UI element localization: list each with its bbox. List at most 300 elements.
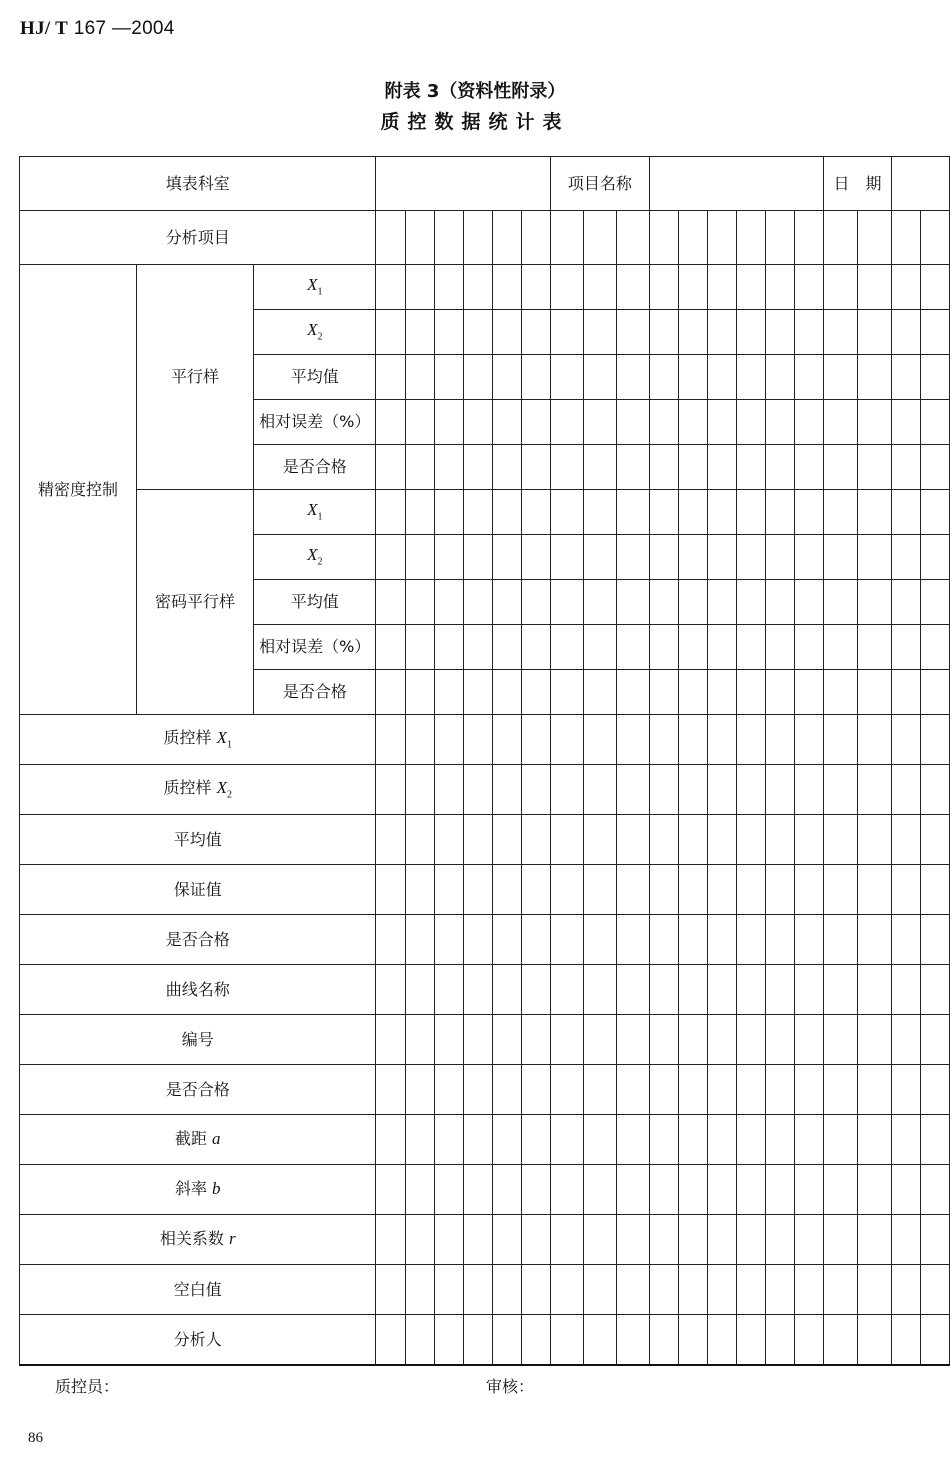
data-cell[interactable]: [463, 965, 492, 1015]
data-cell[interactable]: [708, 965, 737, 1015]
data-cell[interactable]: [492, 915, 521, 965]
date-value[interactable]: [891, 157, 949, 211]
data-cell[interactable]: [824, 265, 858, 310]
data-cell[interactable]: [376, 211, 405, 265]
data-cell[interactable]: [795, 535, 824, 580]
data-cell[interactable]: [824, 1315, 858, 1365]
data-cell[interactable]: [521, 715, 550, 765]
data-cell[interactable]: [679, 1065, 708, 1115]
data-cell[interactable]: [583, 355, 616, 400]
data-cell[interactable]: [891, 715, 920, 765]
data-cell[interactable]: [857, 815, 891, 865]
data-cell[interactable]: [583, 715, 616, 765]
project-name-value[interactable]: [650, 157, 824, 211]
data-cell[interactable]: [920, 815, 949, 865]
data-cell[interactable]: [891, 1215, 920, 1265]
data-cell[interactable]: [434, 310, 463, 355]
data-cell[interactable]: [550, 580, 583, 625]
data-cell[interactable]: [795, 1315, 824, 1365]
data-cell[interactable]: [857, 535, 891, 580]
data-cell[interactable]: [616, 1165, 649, 1215]
data-cell[interactable]: [463, 865, 492, 915]
data-cell[interactable]: [679, 670, 708, 715]
data-cell[interactable]: [434, 715, 463, 765]
data-cell[interactable]: [492, 265, 521, 310]
data-cell[interactable]: [857, 1015, 891, 1065]
data-cell[interactable]: [891, 625, 920, 670]
data-cell[interactable]: [795, 1015, 824, 1065]
data-cell[interactable]: [550, 815, 583, 865]
data-cell[interactable]: [920, 355, 949, 400]
data-cell[interactable]: [708, 715, 737, 765]
data-cell[interactable]: [795, 865, 824, 915]
data-cell[interactable]: [463, 1165, 492, 1215]
data-cell[interactable]: [766, 1165, 795, 1215]
data-cell[interactable]: [857, 1115, 891, 1165]
data-cell[interactable]: [650, 211, 679, 265]
data-cell[interactable]: [492, 965, 521, 1015]
data-cell[interactable]: [434, 670, 463, 715]
data-cell[interactable]: [583, 1015, 616, 1065]
data-cell[interactable]: [550, 490, 583, 535]
data-cell[interactable]: [766, 310, 795, 355]
data-cell[interactable]: [521, 310, 550, 355]
data-cell[interactable]: [550, 1115, 583, 1165]
data-cell[interactable]: [679, 1015, 708, 1065]
data-cell[interactable]: [824, 535, 858, 580]
data-cell[interactable]: [708, 445, 737, 490]
data-cell[interactable]: [920, 490, 949, 535]
data-cell[interactable]: [891, 1115, 920, 1165]
data-cell[interactable]: [891, 815, 920, 865]
data-cell[interactable]: [492, 445, 521, 490]
data-cell[interactable]: [434, 1065, 463, 1115]
data-cell[interactable]: [737, 1215, 766, 1265]
data-cell[interactable]: [766, 580, 795, 625]
data-cell[interactable]: [650, 265, 679, 310]
data-cell[interactable]: [857, 211, 891, 265]
data-cell[interactable]: [737, 965, 766, 1015]
data-cell[interactable]: [737, 1315, 766, 1365]
data-cell[interactable]: [708, 670, 737, 715]
data-cell[interactable]: [857, 965, 891, 1015]
data-cell[interactable]: [492, 211, 521, 265]
data-cell[interactable]: [583, 400, 616, 445]
data-cell[interactable]: [463, 445, 492, 490]
data-cell[interactable]: [521, 1215, 550, 1265]
data-cell[interactable]: [920, 1265, 949, 1315]
data-cell[interactable]: [405, 765, 434, 815]
data-cell[interactable]: [920, 1215, 949, 1265]
data-cell[interactable]: [679, 715, 708, 765]
data-cell[interactable]: [737, 865, 766, 915]
data-cell[interactable]: [616, 355, 649, 400]
data-cell[interactable]: [857, 445, 891, 490]
data-cell[interactable]: [616, 211, 649, 265]
data-cell[interactable]: [891, 355, 920, 400]
data-cell[interactable]: [891, 1065, 920, 1115]
data-cell[interactable]: [824, 1015, 858, 1065]
data-cell[interactable]: [376, 670, 405, 715]
data-cell[interactable]: [708, 1315, 737, 1365]
data-cell[interactable]: [616, 580, 649, 625]
data-cell[interactable]: [650, 965, 679, 1015]
data-cell[interactable]: [824, 1065, 858, 1115]
data-cell[interactable]: [891, 535, 920, 580]
data-cell[interactable]: [766, 355, 795, 400]
data-cell[interactable]: [463, 1115, 492, 1165]
data-cell[interactable]: [679, 310, 708, 355]
data-cell[interactable]: [824, 625, 858, 670]
data-cell[interactable]: [708, 915, 737, 965]
data-cell[interactable]: [920, 915, 949, 965]
data-cell[interactable]: [857, 865, 891, 915]
data-cell[interactable]: [521, 625, 550, 670]
data-cell[interactable]: [583, 211, 616, 265]
data-cell[interactable]: [616, 265, 649, 310]
data-cell[interactable]: [737, 490, 766, 535]
data-cell[interactable]: [891, 1315, 920, 1365]
data-cell[interactable]: [679, 625, 708, 670]
data-cell[interactable]: [521, 355, 550, 400]
data-cell[interactable]: [463, 915, 492, 965]
data-cell[interactable]: [376, 535, 405, 580]
data-cell[interactable]: [550, 1065, 583, 1115]
data-cell[interactable]: [708, 265, 737, 310]
data-cell[interactable]: [492, 815, 521, 865]
data-cell[interactable]: [376, 1065, 405, 1115]
fill-dept-value[interactable]: [376, 157, 550, 211]
data-cell[interactable]: [857, 265, 891, 310]
data-cell[interactable]: [679, 1215, 708, 1265]
data-cell[interactable]: [891, 965, 920, 1015]
data-cell[interactable]: [766, 715, 795, 765]
data-cell[interactable]: [521, 211, 550, 265]
data-cell[interactable]: [405, 1165, 434, 1215]
data-cell[interactable]: [824, 865, 858, 915]
data-cell[interactable]: [766, 1065, 795, 1115]
data-cell[interactable]: [857, 310, 891, 355]
data-cell[interactable]: [521, 815, 550, 865]
data-cell[interactable]: [463, 535, 492, 580]
data-cell[interactable]: [824, 310, 858, 355]
data-cell[interactable]: [650, 355, 679, 400]
data-cell[interactable]: [650, 670, 679, 715]
data-cell[interactable]: [463, 211, 492, 265]
data-cell[interactable]: [492, 625, 521, 670]
data-cell[interactable]: [795, 1215, 824, 1265]
data-cell[interactable]: [737, 211, 766, 265]
data-cell[interactable]: [708, 865, 737, 915]
data-cell[interactable]: [434, 765, 463, 815]
data-cell[interactable]: [550, 1315, 583, 1365]
data-cell[interactable]: [766, 865, 795, 915]
data-cell[interactable]: [583, 865, 616, 915]
data-cell[interactable]: [766, 965, 795, 1015]
data-cell[interactable]: [857, 1265, 891, 1315]
data-cell[interactable]: [616, 1215, 649, 1265]
data-cell[interactable]: [405, 865, 434, 915]
data-cell[interactable]: [857, 490, 891, 535]
data-cell[interactable]: [463, 1015, 492, 1065]
data-cell[interactable]: [891, 670, 920, 715]
data-cell[interactable]: [679, 445, 708, 490]
data-cell[interactable]: [492, 1265, 521, 1315]
data-cell[interactable]: [583, 670, 616, 715]
data-cell[interactable]: [492, 490, 521, 535]
data-cell[interactable]: [679, 211, 708, 265]
data-cell[interactable]: [737, 1165, 766, 1215]
data-cell[interactable]: [616, 1115, 649, 1165]
data-cell[interactable]: [463, 1265, 492, 1315]
data-cell[interactable]: [857, 580, 891, 625]
data-cell[interactable]: [795, 765, 824, 815]
data-cell[interactable]: [434, 211, 463, 265]
data-cell[interactable]: [891, 490, 920, 535]
data-cell[interactable]: [824, 1215, 858, 1265]
data-cell[interactable]: [405, 915, 434, 965]
data-cell[interactable]: [521, 1065, 550, 1115]
data-cell[interactable]: [405, 715, 434, 765]
data-cell[interactable]: [492, 535, 521, 580]
data-cell[interactable]: [795, 815, 824, 865]
data-cell[interactable]: [583, 445, 616, 490]
data-cell[interactable]: [434, 915, 463, 965]
data-cell[interactable]: [708, 815, 737, 865]
data-cell[interactable]: [405, 965, 434, 1015]
data-cell[interactable]: [650, 1315, 679, 1365]
data-cell[interactable]: [824, 1265, 858, 1315]
data-cell[interactable]: [492, 580, 521, 625]
data-cell[interactable]: [376, 1115, 405, 1165]
data-cell[interactable]: [550, 310, 583, 355]
data-cell[interactable]: [824, 815, 858, 865]
data-cell[interactable]: [737, 355, 766, 400]
data-cell[interactable]: [550, 625, 583, 670]
data-cell[interactable]: [857, 765, 891, 815]
data-cell[interactable]: [583, 765, 616, 815]
data-cell[interactable]: [679, 490, 708, 535]
data-cell[interactable]: [550, 535, 583, 580]
data-cell[interactable]: [616, 815, 649, 865]
data-cell[interactable]: [434, 1115, 463, 1165]
data-cell[interactable]: [857, 1215, 891, 1265]
data-cell[interactable]: [857, 915, 891, 965]
data-cell[interactable]: [679, 965, 708, 1015]
data-cell[interactable]: [376, 965, 405, 1015]
data-cell[interactable]: [737, 310, 766, 355]
data-cell[interactable]: [550, 211, 583, 265]
data-cell[interactable]: [650, 1165, 679, 1215]
data-cell[interactable]: [708, 1215, 737, 1265]
data-cell[interactable]: [679, 1165, 708, 1215]
data-cell[interactable]: [463, 815, 492, 865]
data-cell[interactable]: [521, 1115, 550, 1165]
data-cell[interactable]: [616, 625, 649, 670]
data-cell[interactable]: [824, 1165, 858, 1215]
data-cell[interactable]: [708, 1265, 737, 1315]
data-cell[interactable]: [737, 1265, 766, 1315]
data-cell[interactable]: [376, 1265, 405, 1315]
data-cell[interactable]: [376, 715, 405, 765]
data-cell[interactable]: [766, 625, 795, 670]
data-cell[interactable]: [650, 625, 679, 670]
data-cell[interactable]: [824, 915, 858, 965]
data-cell[interactable]: [679, 765, 708, 815]
data-cell[interactable]: [650, 765, 679, 815]
data-cell[interactable]: [376, 765, 405, 815]
data-cell[interactable]: [583, 1215, 616, 1265]
data-cell[interactable]: [920, 865, 949, 915]
data-cell[interactable]: [550, 1165, 583, 1215]
data-cell[interactable]: [795, 1115, 824, 1165]
data-cell[interactable]: [492, 1165, 521, 1215]
data-cell[interactable]: [434, 490, 463, 535]
data-cell[interactable]: [583, 915, 616, 965]
data-cell[interactable]: [708, 211, 737, 265]
data-cell[interactable]: [650, 815, 679, 865]
data-cell[interactable]: [550, 1265, 583, 1315]
data-cell[interactable]: [824, 445, 858, 490]
data-cell[interactable]: [376, 310, 405, 355]
data-cell[interactable]: [550, 445, 583, 490]
data-cell[interactable]: [857, 400, 891, 445]
data-cell[interactable]: [824, 1115, 858, 1165]
data-cell[interactable]: [463, 490, 492, 535]
data-cell[interactable]: [521, 1315, 550, 1365]
data-cell[interactable]: [679, 355, 708, 400]
data-cell[interactable]: [434, 580, 463, 625]
data-cell[interactable]: [766, 535, 795, 580]
data-cell[interactable]: [824, 490, 858, 535]
data-cell[interactable]: [405, 535, 434, 580]
data-cell[interactable]: [521, 265, 550, 310]
data-cell[interactable]: [795, 965, 824, 1015]
data-cell[interactable]: [583, 1315, 616, 1365]
data-cell[interactable]: [550, 965, 583, 1015]
data-cell[interactable]: [434, 865, 463, 915]
data-cell[interactable]: [616, 445, 649, 490]
data-cell[interactable]: [650, 445, 679, 490]
data-cell[interactable]: [405, 490, 434, 535]
data-cell[interactable]: [583, 1065, 616, 1115]
data-cell[interactable]: [405, 670, 434, 715]
data-cell[interactable]: [463, 1215, 492, 1265]
data-cell[interactable]: [920, 1065, 949, 1115]
data-cell[interactable]: [434, 355, 463, 400]
data-cell[interactable]: [405, 211, 434, 265]
data-cell[interactable]: [679, 1115, 708, 1165]
data-cell[interactable]: [708, 355, 737, 400]
data-cell[interactable]: [891, 580, 920, 625]
data-cell[interactable]: [405, 625, 434, 670]
data-cell[interactable]: [824, 765, 858, 815]
data-cell[interactable]: [920, 1315, 949, 1365]
data-cell[interactable]: [405, 310, 434, 355]
data-cell[interactable]: [795, 1065, 824, 1115]
data-cell[interactable]: [679, 915, 708, 965]
data-cell[interactable]: [795, 310, 824, 355]
data-cell[interactable]: [824, 670, 858, 715]
data-cell[interactable]: [463, 310, 492, 355]
data-cell[interactable]: [434, 625, 463, 670]
data-cell[interactable]: [650, 1265, 679, 1315]
data-cell[interactable]: [650, 310, 679, 355]
data-cell[interactable]: [492, 1115, 521, 1165]
data-cell[interactable]: [650, 1015, 679, 1065]
data-cell[interactable]: [492, 1015, 521, 1065]
data-cell[interactable]: [405, 1315, 434, 1365]
data-cell[interactable]: [891, 400, 920, 445]
data-cell[interactable]: [679, 1315, 708, 1365]
data-cell[interactable]: [376, 265, 405, 310]
data-cell[interactable]: [920, 310, 949, 355]
data-cell[interactable]: [650, 535, 679, 580]
data-cell[interactable]: [376, 355, 405, 400]
data-cell[interactable]: [405, 815, 434, 865]
data-cell[interactable]: [737, 580, 766, 625]
data-cell[interactable]: [583, 1265, 616, 1315]
data-cell[interactable]: [824, 355, 858, 400]
data-cell[interactable]: [521, 535, 550, 580]
data-cell[interactable]: [650, 1065, 679, 1115]
data-cell[interactable]: [492, 355, 521, 400]
data-cell[interactable]: [891, 1165, 920, 1215]
data-cell[interactable]: [405, 1265, 434, 1315]
data-cell[interactable]: [583, 310, 616, 355]
data-cell[interactable]: [737, 400, 766, 445]
data-cell[interactable]: [616, 1015, 649, 1065]
data-cell[interactable]: [405, 400, 434, 445]
data-cell[interactable]: [766, 1115, 795, 1165]
data-cell[interactable]: [795, 211, 824, 265]
data-cell[interactable]: [583, 580, 616, 625]
data-cell[interactable]: [521, 580, 550, 625]
data-cell[interactable]: [737, 1015, 766, 1065]
data-cell[interactable]: [405, 445, 434, 490]
data-cell[interactable]: [492, 1315, 521, 1365]
data-cell[interactable]: [891, 211, 920, 265]
data-cell[interactable]: [795, 670, 824, 715]
data-cell[interactable]: [650, 1215, 679, 1265]
data-cell[interactable]: [583, 965, 616, 1015]
data-cell[interactable]: [766, 670, 795, 715]
data-cell[interactable]: [650, 915, 679, 965]
data-cell[interactable]: [583, 625, 616, 670]
data-cell[interactable]: [521, 400, 550, 445]
data-cell[interactable]: [616, 535, 649, 580]
data-cell[interactable]: [405, 1015, 434, 1065]
data-cell[interactable]: [795, 265, 824, 310]
data-cell[interactable]: [708, 400, 737, 445]
data-cell[interactable]: [463, 355, 492, 400]
data-cell[interactable]: [616, 965, 649, 1015]
data-cell[interactable]: [550, 765, 583, 815]
data-cell[interactable]: [434, 965, 463, 1015]
data-cell[interactable]: [650, 865, 679, 915]
data-cell[interactable]: [766, 445, 795, 490]
data-cell[interactable]: [616, 715, 649, 765]
data-cell[interactable]: [616, 400, 649, 445]
data-cell[interactable]: [679, 865, 708, 915]
data-cell[interactable]: [492, 765, 521, 815]
data-cell[interactable]: [737, 670, 766, 715]
data-cell[interactable]: [737, 265, 766, 310]
data-cell[interactable]: [891, 265, 920, 310]
data-cell[interactable]: [521, 670, 550, 715]
data-cell[interactable]: [550, 915, 583, 965]
data-cell[interactable]: [616, 915, 649, 965]
